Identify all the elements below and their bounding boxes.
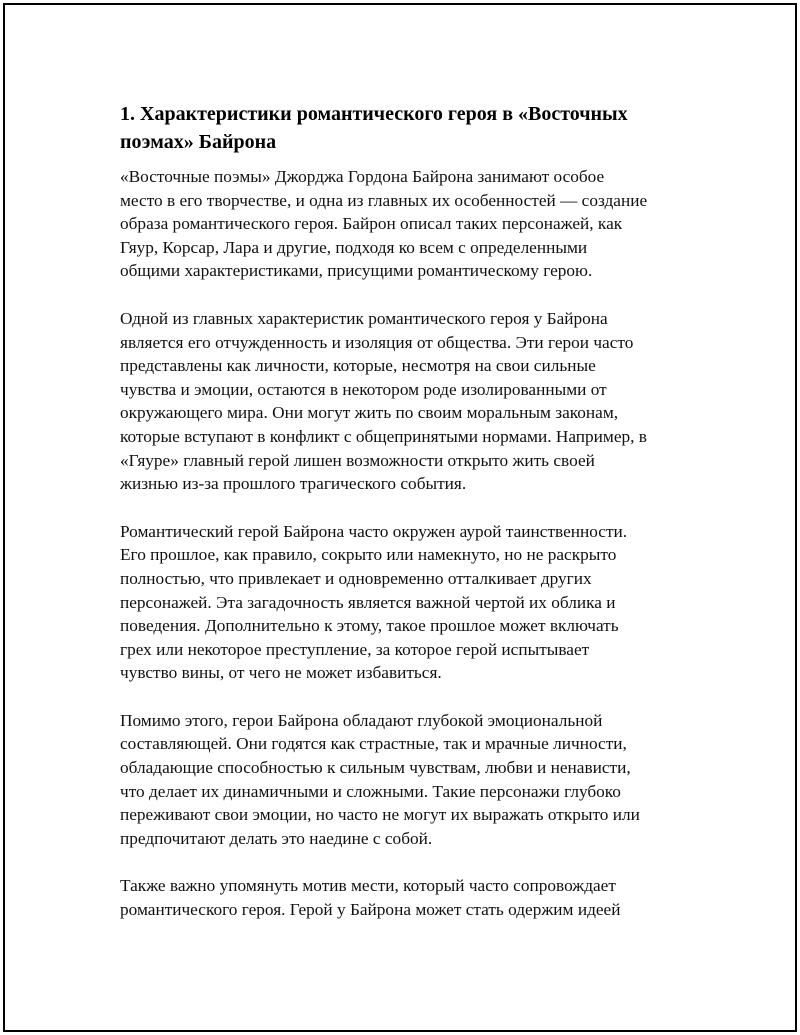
text-line: чувство вины, от чего не может избавиться. [120, 663, 442, 683]
text-line: что делает их динамичными и сложными. Такие персонажи глубоко [120, 781, 621, 801]
text-line: которые вступают в конфликт с общепринятыми нормами. Например, в [120, 426, 647, 446]
text-line: окружающего мира. Они могут жить по своим моральным законам, [120, 403, 619, 423]
text-line: Романтический герой Байрона часто окружен аурой таинственности. [120, 521, 628, 541]
text-line: Одной из главных характеристик романтического героя у Байрона [120, 308, 608, 328]
text-line: Помимо этого, герои Байрона обладают глубокой эмоциональной [120, 710, 603, 730]
text-line: представлены как личности, которые, несмотря на свои сильные [120, 356, 596, 376]
text-line: предпочитают делать это наедине с собой. [120, 828, 433, 848]
text-line: персонажей. Эта загадочность является важной чертой их облика и [120, 592, 616, 612]
text-line: обладающие способностью к сильным чувствам, любви и ненависти, [120, 758, 631, 778]
text-line: поведения. Дополнительно к этому, такое прошлое может включать [120, 616, 619, 636]
text-line: полностью, что привлекает и одновременно отталкивает других [120, 568, 592, 588]
heading-line: 1. Характеристики романтического героя в «Восточных [120, 103, 628, 125]
text-line: жизнью из-за прошлого трагического события. [120, 474, 467, 494]
text-line: грех или некоторое преступление, за которое герой испытывает [120, 639, 590, 659]
text-line: переживают свои эмоции, но часто не могут их выражать открыто или [120, 805, 640, 825]
heading-line: поэмах» Байрона [120, 131, 277, 153]
text-line: Также важно упомянуть мотив мести, который часто сопровождает [120, 876, 616, 896]
text-line: общими характеристиками, присущими романтическому герою. [120, 261, 593, 281]
text-line: составляющей. Они годятся как страстные, так и мрачные личности, [120, 734, 627, 754]
text-line: образа романтического героя. Байрон описал таких персонажей, как [120, 214, 623, 234]
paragraph-intro [120, 165, 690, 283]
paragraph-mystery [120, 520, 690, 685]
paragraph-revenge [120, 874, 690, 921]
text-line: Гяур, Корсар, Лара и другие, подходя ко всем с определенными [120, 237, 588, 257]
section-heading [120, 100, 690, 156]
paragraph-emotion [120, 709, 690, 851]
text-line: является его отчужденность и изоляция от общества. Эти герои часто [120, 332, 634, 352]
text-line: место в его творчестве, и одна из главных их особенностей — создание [120, 190, 648, 210]
text-line: Его прошлое, как правило, сокрыто или намекнуто, но не раскрыто [120, 545, 617, 565]
text-line: романтического героя. Герой у Байрона может стать одержим идеей [120, 900, 621, 920]
page-frame [3, 3, 797, 1032]
text-line: «Восточные поэмы» Джорджа Гордона Байрона занимают особое [120, 167, 605, 186]
document-body [120, 100, 690, 946]
text-line: чувства и эмоции, остаются в некотором роде изолированными от [120, 379, 607, 399]
text-line: «Гяуре» главный герой лишен возможности открыто жить своей [120, 450, 595, 470]
paragraph-isolation [120, 307, 690, 496]
